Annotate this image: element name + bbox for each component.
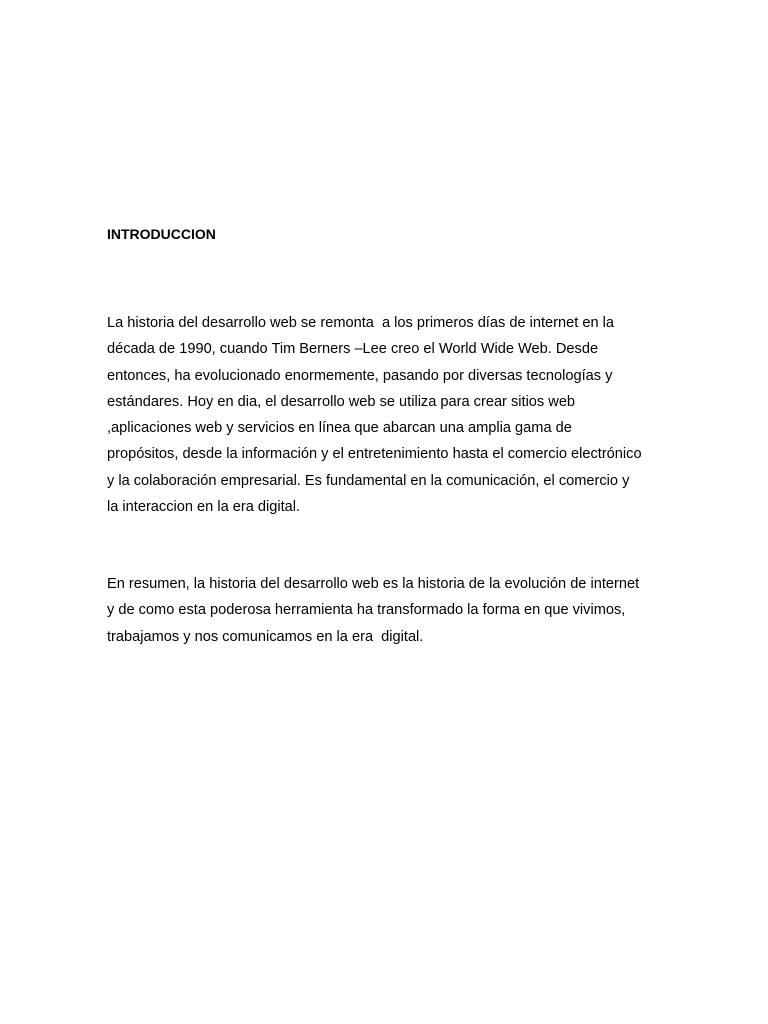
paragraph-line: estándares. Hoy en dia, el desarrollo web se utiliza para crear sitios web <box>107 393 576 410</box>
paragraph-line: entonces, ha evolucionado enormemente, pasando por diversas tecnologías y <box>107 367 613 384</box>
document-heading: INTRODUCCION <box>107 226 216 242</box>
paragraph-line: En resumen, la historia del desarrollo web es la historia de la evolución de internet <box>107 576 640 592</box>
paragraph-line: y de como esta poderosa herramienta ha transformado la forma en que vivimos, <box>107 602 626 619</box>
paragraph-line: La historia del desarrollo web se remonta a los primeros días de internet en la <box>107 315 614 331</box>
paragraph-line: y la colaboración empresarial. Es fundamental en la comunicación, el comercio y <box>107 472 630 489</box>
paragraph-line: ,aplicaciones web y servicios en línea que abarcan una amplia gama de <box>107 420 572 437</box>
paragraph-line: trabajamos y nos comunicamos en la era digital. <box>107 628 424 645</box>
paragraph-line: la interaccion en la era digital. <box>107 499 301 516</box>
paragraph-summary <box>107 571 639 650</box>
paragraph-line: década de 1990, cuando Tim Berners –Lee creo el World Wide Web. Desde <box>107 341 599 358</box>
paragraph-line: propósitos, desde la información y el entretenimiento hasta el comercio electrónico <box>107 446 642 463</box>
paragraph-history <box>107 310 642 520</box>
